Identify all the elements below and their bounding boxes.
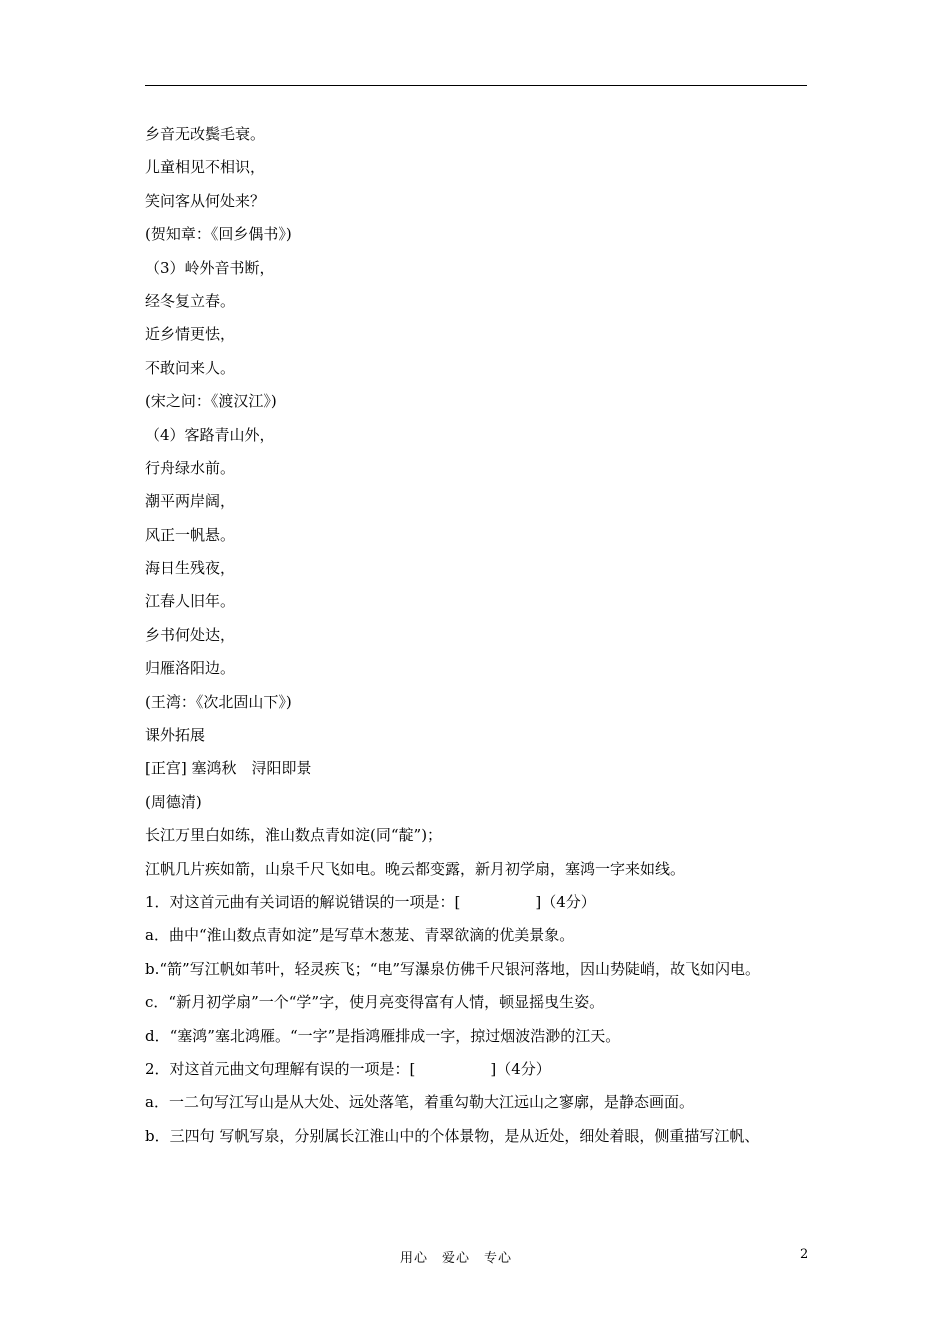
poem-line: 笑问客从何处来？	[145, 191, 266, 210]
poem-attribution: (王湾：《次北固山下》)	[145, 692, 292, 711]
poem-line: 潮平两岸阔，	[145, 492, 236, 511]
poem-line: 行舟绿水前。	[145, 458, 236, 477]
poem-line: 江春人旧年。	[145, 592, 236, 611]
poem-attribution: (贺知章：《回乡偶书》)	[145, 225, 292, 244]
poem-line: 归雁洛阳边。	[145, 659, 236, 678]
qu-line: 长江万里白如练，淮山数点青如淀(同“靛”)；	[145, 826, 443, 845]
question-1: 1．对这首元曲有关词语的解说错误的一项是：[ ]（4分）	[145, 892, 596, 911]
page-number: 2	[800, 1247, 809, 1262]
question-2-option-b: b．三四句 写帆写泉，分别属长江淮山中的个体景物，是从近处，细处着眼，侧重描写江帆、	[145, 1126, 760, 1145]
poem-line: 乡音无改鬓毛衰。	[145, 125, 266, 143]
header-rule	[145, 85, 807, 86]
poem-line: 风正一帆悬。	[145, 525, 236, 544]
document-body	[145, 118, 810, 1153]
question-1-option-a: a．曲中“淮山数点青如淀”是写草木葱茏、青翠欲滴的优美景象。	[145, 926, 575, 945]
poem-line: 乡书何处达，	[145, 625, 236, 644]
poem-line: 儿童相见不相识，	[145, 158, 266, 177]
qu-title: [正宫] 塞鸿秋 浔阳即景	[145, 759, 312, 778]
qu-author: (周德清)	[145, 792, 202, 811]
question-1-option-b: b.“箭”写江帆如苇叶，轻灵疾飞；“电”写瀑泉仿佛千尺银河落地，因山势陡峭，故飞如闪电。	[145, 959, 761, 978]
question-1-option-c: c．“新月初学扇”一个“学”字，使月亮变得富有人情，顿显摇曳生姿。	[145, 993, 605, 1012]
poem-line: 海日生残夜，	[145, 559, 236, 578]
poem-line: （4）客路青山外，	[145, 425, 275, 444]
poem-line: 近乡情更怯，	[145, 325, 236, 344]
question-2: 2．对这首元曲文句理解有误的一项是：[ ]（4分）	[145, 1059, 551, 1078]
question-1-option-d: d．“塞鸿”塞北鸿雁。“一字”是指鸿雁排成一字，掠过烟波浩渺的江天。	[145, 1026, 621, 1045]
poem-line: 不敢问来人。	[145, 358, 236, 377]
footer-motto: 用心 爱心 专心	[400, 1251, 513, 1266]
question-2-option-a: a．一二句写江写山是从大处、远处落笔，着重勾勒大江远山之寥廓，是静态画面。	[145, 1093, 694, 1112]
qu-line: 江帆几片疾如箭，山泉千尺飞如电。晚云都变露，新月初学扇，塞鸿一字来如线。	[145, 859, 686, 878]
poem-line: （3）岭外音书断，	[145, 258, 275, 277]
poem-attribution: (宋之问：《渡汉江》)	[145, 392, 277, 411]
section-heading: 课外拓展	[145, 726, 206, 745]
poem-line: 经冬复立春。	[145, 291, 236, 310]
